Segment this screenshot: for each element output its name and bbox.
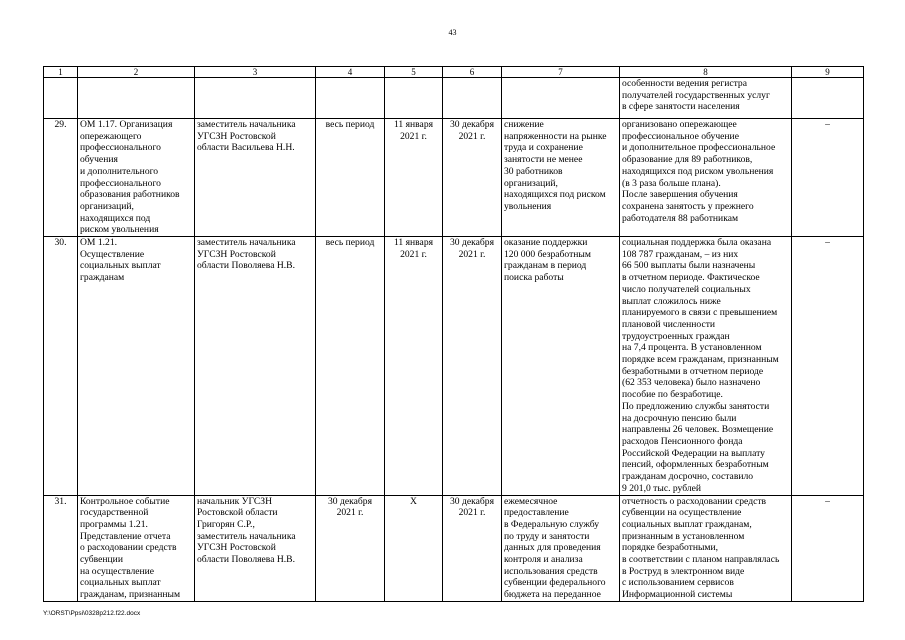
start-date-cell: 11 января 2021 г. [385, 119, 443, 237]
table-row-31 [44, 495, 864, 601]
column-header: 9 [792, 67, 864, 78]
actual-result-cell: социальная поддержка была оказана 108 787 гражданам, – из них 66 500 выплаты были назначены в отчетном периоде. Фактическое число получателей социальных выплат сложилось ниже планируемого в связи с превышением плановой численности трудоустроенных граждан на 7,4 процента. В установленном порядке всем гражданам, признанным безработными в отчетном периоде (62 353 человека) было назначено пособие по безработице. По предложению службы занятости на досрочную пенсию были направлены 26 человек. Возмещение расходов Пенсионного фонда Российской Федерации на выплату пенсий, оформленных безработным гражданам досрочно, составило 9 201,0 тыс. рублей [620, 237, 792, 495]
note-cell: – [792, 237, 864, 495]
column-header-row [44, 67, 864, 78]
note-cell [792, 78, 864, 119]
actual-result-cell: особенности ведения регистра получателей государственных услуг в сфере занятости населения [620, 78, 792, 119]
column-header: 8 [620, 67, 792, 78]
end-date-cell: 30 декабря 2021 г. [443, 237, 502, 495]
end-date-cell [443, 78, 502, 119]
measure-name-cell: ОМ 1.21. Осуществление социальных выплат гражданам [78, 237, 195, 495]
start-date-cell [385, 78, 443, 119]
report-table [43, 66, 864, 602]
row-number-cell [44, 78, 78, 119]
expected-result-cell: снижение напряженности на рынке труда и сохранение занятости не менее 30 работников организаций, находящихся под риском увольнения [502, 119, 620, 237]
column-header: 4 [316, 67, 385, 78]
column-header: 5 [385, 67, 443, 78]
row-number-cell: 30. [44, 237, 78, 495]
column-header: 3 [195, 67, 316, 78]
file-path-footer: Y:\ORST\Ppsi\0328p212.f22.docx [43, 610, 141, 617]
table-row-29 [44, 119, 864, 237]
measure-name-cell: ОМ 1.17. Организация опережающего профессионального обучения и дополнительного профессионального образования работников организаций, находящихся под риском увольнения [78, 119, 195, 237]
deadline-cell [316, 78, 385, 119]
expected-result-cell: ежемесячное предоставление в Федеральную службу по труду и занятости данных для проведения контроля и анализа использования средств субвенции федерального бюджета на переданное [502, 495, 620, 601]
deadline-cell: 30 декабря 2021 г. [316, 495, 385, 601]
column-header: 1 [44, 67, 78, 78]
responsible-cell: начальник УГСЗН Ростовской области Григорян С.Р., заместитель начальника УГСЗН Ростовской области Поволяева Н.В. [195, 495, 316, 601]
row-number-cell: 31. [44, 495, 78, 601]
note-cell: – [792, 119, 864, 237]
column-header: 6 [443, 67, 502, 78]
responsible-cell: заместитель начальника УГСЗН Ростовской области Васильева Н.Н. [195, 119, 316, 237]
actual-result-cell: организовано опережающее профессиональное обучение и дополнительное профессиональное образование для 89 работников, находящихся под риском увольнения (в 3 раза больше плана). После завершения обучения сохранена занятость у прежнего работодателя 88 работникам [620, 119, 792, 237]
responsible-cell [195, 78, 316, 119]
column-header: 7 [502, 67, 620, 78]
measure-name-cell [78, 78, 195, 119]
page-number: 43 [448, 28, 457, 37]
start-date-cell: X [385, 495, 443, 601]
expected-result-cell [502, 78, 620, 119]
expected-result-cell: оказание поддержки 120 000 безработным гражданам в период поиска работы [502, 237, 620, 495]
table-row-continuation [44, 78, 864, 119]
note-cell: – [792, 495, 864, 601]
end-date-cell: 30 декабря 2021 г. [443, 495, 502, 601]
end-date-cell: 30 декабря 2021 г. [443, 119, 502, 237]
table-row-30 [44, 237, 864, 495]
deadline-cell: весь период [316, 119, 385, 237]
start-date-cell: 11 января 2021 г. [385, 237, 443, 495]
responsible-cell: заместитель начальника УГСЗН Ростовской области Поволяева Н.В. [195, 237, 316, 495]
row-number-cell: 29. [44, 119, 78, 237]
deadline-cell: весь период [316, 237, 385, 495]
column-header: 2 [78, 67, 195, 78]
actual-result-cell: отчетность о расходовании средств субвенции на осуществление социальных выплат гражданам, признанным в установленном порядке безработными, в соответствии с планом направлялась в Роструд в электронном виде с использованием сервисов Информационной системы [620, 495, 792, 601]
measure-name-cell: Контрольное событие государственной программы 1.21. Представление отчета о расходовании средств субвенции на осуществление социальных выплат гражданам, признанным [78, 495, 195, 601]
